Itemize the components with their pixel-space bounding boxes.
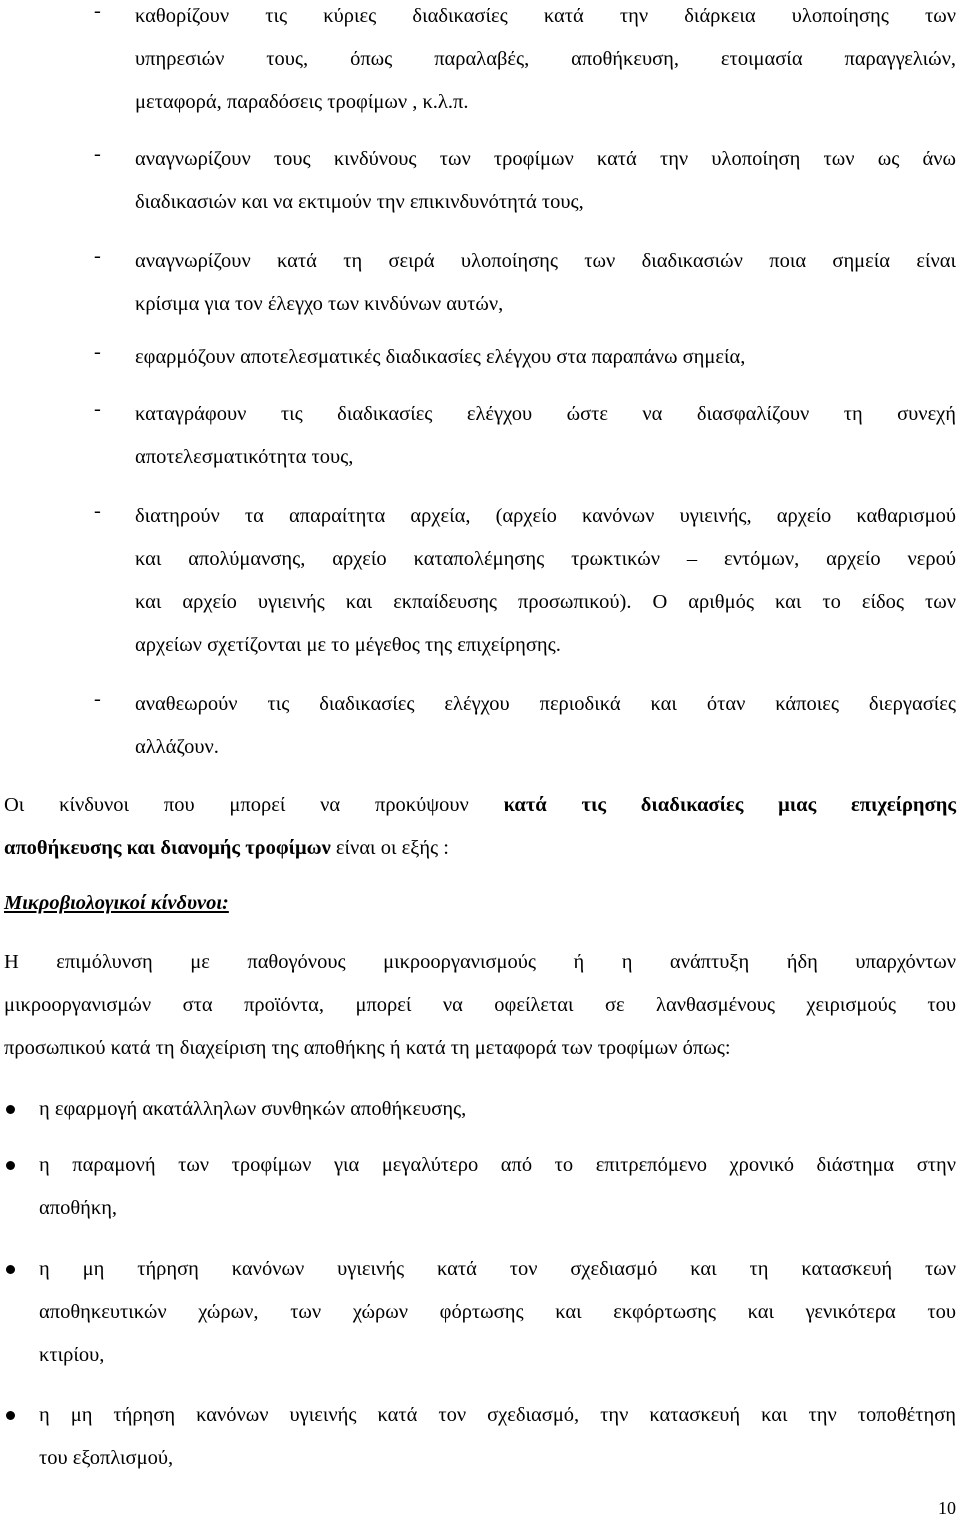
dash-marker: - bbox=[94, 245, 101, 267]
text-line: η παραμονή των τροφίμων για μεγαλύτερο από το επιτρεπόμενο χρονικό διάστημα στην bbox=[39, 1154, 956, 1176]
text-line: καταγράφουν τις διαδικασίες ελέγχου ώστε να διασφαλίζουν τη συνεχή bbox=[135, 403, 956, 425]
text-line: αποθηκευτικών χώρων, των χώρων φόρτωσης και εκφόρτωσης και γενικότερα του bbox=[39, 1301, 956, 1323]
bullet-icon bbox=[6, 1265, 15, 1274]
text-line: διατηρούν τα απαραίτητα αρχεία, (αρχείο κανόνων υγιεινής, αρχείο καθαρισμού bbox=[135, 505, 956, 527]
dash-marker: - bbox=[94, 500, 101, 522]
text-line: αναγνωρίζουν τους κινδύνους των τροφίμων κατά την υλοποίηση των ως άνω bbox=[135, 148, 956, 170]
text-line: καθορίζουν τις κύριες διαδικασίες κατά την διάρκεια υλοποίησης των bbox=[135, 5, 956, 27]
bullet-icon bbox=[6, 1161, 15, 1170]
text-line: η μη τήρηση κανόνων υγιεινής κατά τον σχεδιασμό και τη κατασκευή των bbox=[39, 1258, 956, 1280]
bullet-icon bbox=[6, 1105, 15, 1114]
text-line: αποθήκευσης και διανομής τροφίμων είναι οι εξής : bbox=[4, 837, 449, 859]
text-line: η μη τήρηση κανόνων υγιεινής κατά τον σχεδιασμό, την κατασκευή και την τοποθέτηση bbox=[39, 1404, 956, 1426]
text-line: κτιρίου, bbox=[39, 1344, 105, 1366]
dash-marker: - bbox=[94, 398, 101, 420]
text-line: αλλάζουν. bbox=[135, 736, 219, 758]
text-line: αρχείων σχετίζονται με το μέγεθος της επιχείρησης. bbox=[135, 634, 561, 656]
text-line: Οι κίνδυνοι που μπορεί να προκύψουν κατά τις διαδικασίες μιας επιχείρησης bbox=[4, 794, 956, 816]
dash-marker: - bbox=[94, 688, 101, 710]
text-line: και αρχείο υγιεινής και εκπαίδευσης προσωπικού). Ο αριθμός και το είδος των bbox=[135, 591, 956, 613]
text-line: διαδικασιών και να εκτιμούν την επικινδυνότητά τους, bbox=[135, 191, 584, 213]
text-line: και απολύμανσης, αρχείο καταπολέμησης τρωκτικών – εντόμων, αρχείο νερού bbox=[135, 548, 956, 570]
text-line: προσωπικού κατά τη διαχείριση της αποθήκης ή κατά τη μεταφορά των τροφίμων όπως: bbox=[4, 1037, 731, 1059]
text-line: του εξοπλισμού, bbox=[39, 1447, 174, 1469]
dash-marker: - bbox=[94, 143, 101, 165]
text-line: η εφαρμογή ακατάλληλων συνθηκών αποθήκευσης, bbox=[39, 1098, 467, 1120]
dash-marker: - bbox=[94, 0, 101, 22]
text-line: αναθεωρούν τις διαδικασίες ελέγχου περιοδικά και όταν κάποιες διεργασίες bbox=[135, 693, 956, 715]
intro-paragraph bbox=[4, 789, 956, 875]
text-line: μικροοργανισμών στα προϊόντα, μπορεί να οφείλεται σε λανθασμένους χειρισμούς του bbox=[4, 994, 956, 1016]
text-line: υπηρεσιών τους, όπως παραλαβές, αποθήκευση, ετοιμασία παραγγελιών, bbox=[135, 48, 956, 70]
dash-marker: - bbox=[94, 341, 101, 363]
bold-phrase: κατά τις διαδικασίες μιας επιχείρησης bbox=[503, 794, 956, 816]
text-line: Η επιμόλυνση με παθογόνους μικροοργανισμούς ή η ανάπτυξη ήδη υπαρχόντων bbox=[4, 951, 956, 973]
bold-phrase: αποθήκευσης και διανομής τροφίμων bbox=[4, 837, 331, 859]
text-line: κρίσιμα για τον έλεγχο των κινδύνων αυτών, bbox=[135, 293, 504, 315]
page-number: 10 bbox=[938, 1498, 956, 1518]
text-line: εφαρμόζουν αποτελεσματικές διαδικασίες ελέγχου στα παραπάνω σημεία, bbox=[135, 346, 746, 368]
text-line: αποτελεσματικότητα τους, bbox=[135, 446, 354, 468]
text-line: μεταφορά, παραδόσεις τροφίμων , κ.λ.π. bbox=[135, 91, 469, 113]
body-paragraph bbox=[4, 946, 956, 1075]
bullet-icon bbox=[6, 1411, 15, 1420]
section-heading: Μικροβιολογικοί κίνδυνοι: bbox=[4, 892, 229, 914]
text-line: αποθήκη, bbox=[39, 1197, 118, 1219]
text-line: αναγνωρίζουν κατά τη σειρά υλοποίησης των διαδικασιών ποια σημεία είναι bbox=[135, 250, 956, 272]
